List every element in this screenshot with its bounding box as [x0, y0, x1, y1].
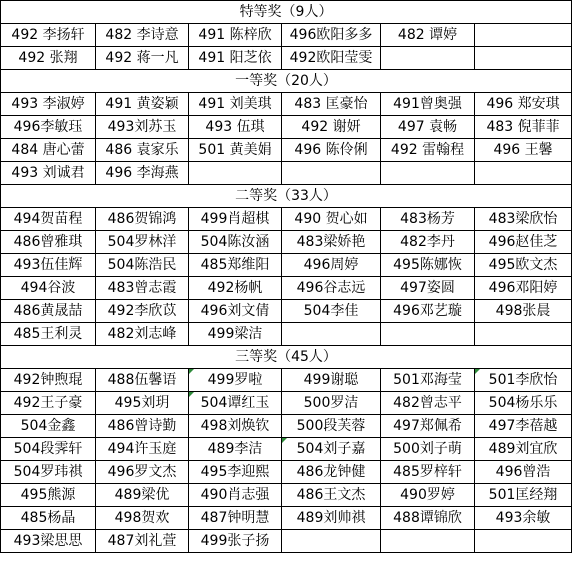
winner-name: 486贺锦鸿 — [107, 211, 177, 227]
winner-name: 504杨乐乐 — [488, 395, 558, 411]
winner-name: 496 郑安琪 — [486, 96, 560, 112]
winner-name: 483 匡豪怡 — [294, 96, 368, 112]
winner-name: 504金鑫 — [20, 418, 76, 434]
winner-cell — [96, 392, 189, 415]
winner-name: 495李迎熙 — [200, 464, 270, 480]
winner-cell — [1, 392, 96, 415]
winner-cell — [189, 323, 282, 346]
winner-name: 500段芙蓉 — [296, 418, 366, 434]
winner-cell — [475, 484, 572, 507]
section-header-row — [1, 70, 572, 93]
winner-cell — [475, 392, 572, 415]
winner-cell — [282, 392, 381, 415]
winner-cell — [381, 392, 475, 415]
table-row — [1, 507, 572, 530]
winner-cell — [96, 369, 189, 392]
winner-cell — [381, 139, 475, 162]
winner-cell — [282, 231, 381, 254]
table-row — [1, 438, 572, 461]
winner-name: 496周婷 — [303, 257, 359, 273]
table-row — [1, 323, 572, 346]
section-header-row — [1, 185, 572, 208]
winner-cell — [96, 461, 189, 484]
empty-cell — [475, 162, 572, 185]
winner-name: 501 黄美娟 — [198, 142, 272, 158]
winner-cell — [189, 530, 282, 553]
winner-name: 494许玉庭 — [107, 441, 177, 457]
winner-cell — [96, 231, 189, 254]
winner-cell — [475, 277, 572, 300]
empty-cell — [381, 323, 475, 346]
winner-name: 499梁洁 — [207, 326, 263, 342]
winner-cell — [1, 24, 96, 47]
winner-cell — [475, 438, 572, 461]
winner-cell — [475, 231, 572, 254]
winner-name: 499谢聪 — [303, 372, 359, 388]
winner-cell — [282, 438, 381, 461]
winner-name: 499张子扬 — [200, 533, 270, 549]
winner-name: 491 黄姿颖 — [105, 96, 179, 112]
winner-name: 496邓艺璇 — [393, 303, 462, 319]
winner-name: 492王子豪 — [13, 395, 83, 411]
winner-name: 492 张翔 — [18, 50, 78, 66]
winner-cell — [475, 461, 572, 484]
winner-name: 500罗洁 — [303, 395, 359, 411]
winner-cell — [189, 507, 282, 530]
winner-cell — [189, 116, 282, 139]
winner-name: 497郑佩希 — [393, 418, 462, 434]
winner-name: 491 刘美琪 — [198, 96, 272, 112]
winner-name: 482 谭婷 — [397, 27, 458, 43]
winner-cell — [189, 93, 282, 116]
winner-cell — [189, 369, 282, 392]
winner-cell — [475, 369, 572, 392]
winner-cell — [96, 254, 189, 277]
winner-name: 493梁思思 — [13, 533, 83, 549]
winner-name: 495熊源 — [20, 487, 76, 503]
winner-cell — [1, 461, 96, 484]
winner-name: 490罗婷 — [400, 487, 455, 503]
table-row — [1, 369, 572, 392]
empty-cell — [189, 162, 282, 185]
winner-name: 488谭锦欣 — [393, 510, 462, 526]
winner-cell — [282, 116, 381, 139]
winner-name: 491 阳芝依 — [198, 50, 272, 66]
winner-cell — [1, 47, 96, 70]
winner-cell — [282, 507, 381, 530]
winner-name: 482 李诗意 — [105, 27, 179, 43]
winner-cell — [96, 24, 189, 47]
winner-cell — [1, 254, 96, 277]
winner-cell — [381, 461, 475, 484]
winner-cell — [381, 438, 475, 461]
winner-name: 497姿圆 — [400, 280, 455, 296]
winner-name: 485郑维阳 — [200, 257, 270, 273]
winner-cell — [381, 369, 475, 392]
cell-corner-marker-icon — [475, 369, 480, 374]
empty-cell — [381, 162, 475, 185]
winner-cell — [96, 415, 189, 438]
winner-cell — [96, 93, 189, 116]
winner-name: 504陈浩民 — [107, 257, 177, 273]
winner-name: 496 王馨 — [493, 142, 553, 158]
table-row — [1, 415, 572, 438]
winner-name: 496欧阳多多 — [289, 27, 373, 43]
winner-name: 486曾诗勤 — [107, 418, 177, 434]
winner-name: 504陈汝涵 — [200, 234, 270, 250]
winner-cell — [475, 208, 572, 231]
winner-cell — [189, 484, 282, 507]
winner-cell — [475, 116, 572, 139]
winner-cell — [189, 231, 282, 254]
table-row — [1, 530, 572, 553]
winner-cell — [381, 231, 475, 254]
winner-name: 496赵佳芝 — [488, 234, 558, 250]
winner-name: 495陈娜恢 — [393, 257, 462, 273]
winner-name: 494贺苗程 — [13, 211, 83, 227]
table-row — [1, 277, 572, 300]
table-row — [1, 300, 572, 323]
winner-cell — [475, 415, 572, 438]
winner-cell — [189, 24, 282, 47]
winner-cell — [1, 369, 96, 392]
empty-cell — [475, 47, 572, 70]
winner-name: 496李敏珏 — [13, 119, 83, 135]
winner-name: 482李丹 — [400, 234, 455, 250]
winner-cell — [189, 438, 282, 461]
winner-cell — [282, 47, 381, 70]
winner-name: 490 贺心如 — [294, 211, 368, 227]
winner-name: 497李蓓越 — [488, 418, 558, 434]
winner-name: 483梁娇艳 — [296, 234, 366, 250]
winner-name: 496邓阳婷 — [488, 280, 558, 296]
winner-name: 504罗玮祺 — [13, 464, 83, 480]
winner-name: 496刘文倩 — [200, 303, 270, 319]
winner-name: 493刘苏玉 — [107, 119, 177, 135]
winner-name: 487钟明慧 — [200, 510, 270, 526]
award-list-body — [1, 1, 572, 553]
winner-name: 493 李淑婷 — [11, 96, 85, 112]
winner-name: 489刘帅祺 — [296, 510, 366, 526]
winner-cell — [1, 530, 96, 553]
winner-cell — [381, 208, 475, 231]
winner-cell — [282, 254, 381, 277]
table-row — [1, 47, 572, 70]
winner-cell — [282, 277, 381, 300]
winner-cell — [475, 93, 572, 116]
winner-name: 500刘子萌 — [393, 441, 462, 457]
winner-cell — [189, 47, 282, 70]
winner-name: 497 袁畅 — [397, 119, 458, 135]
table-row — [1, 162, 572, 185]
section-title: 特等奖（9人） — [1, 1, 572, 24]
winner-name: 482刘志峰 — [107, 326, 177, 342]
table-row — [1, 231, 572, 254]
winner-name: 493 伍琪 — [205, 119, 265, 135]
winner-name: 493伍佳辉 — [13, 257, 83, 273]
empty-cell — [381, 47, 475, 70]
winner-name: 496罗文杰 — [107, 464, 177, 480]
winner-name: 498刘焕钦 — [200, 418, 270, 434]
winner-name: 483 倪菲菲 — [486, 119, 560, 135]
winner-name: 492 蒋一凡 — [105, 50, 179, 66]
winner-cell — [96, 438, 189, 461]
winner-cell — [1, 116, 96, 139]
winner-name: 483杨芳 — [400, 211, 455, 227]
table-row — [1, 93, 572, 116]
section-header-row — [1, 346, 572, 369]
winner-name: 501邓海莹 — [393, 372, 462, 388]
winner-cell — [1, 300, 96, 323]
cell-corner-marker-icon — [189, 369, 194, 374]
winner-name: 492 李扬轩 — [11, 27, 85, 43]
winner-name: 483梁欣怡 — [488, 211, 558, 227]
winner-name: 504段霁轩 — [13, 441, 83, 457]
winner-name: 496 陈伶俐 — [294, 142, 368, 158]
winner-cell — [282, 461, 381, 484]
winner-name: 490肖志强 — [200, 487, 270, 503]
winner-name: 486龙钟健 — [296, 464, 366, 480]
winner-cell — [282, 415, 381, 438]
winner-cell — [189, 415, 282, 438]
winner-cell — [1, 93, 96, 116]
winner-name: 491 陈梓欣 — [198, 27, 272, 43]
section-title: 二等奖（33人） — [1, 185, 572, 208]
section-title: 一等奖（20人） — [1, 70, 572, 93]
empty-cell — [282, 162, 381, 185]
empty-cell — [475, 24, 572, 47]
section-header-row — [1, 1, 572, 24]
winner-name: 491曾奥强 — [393, 96, 462, 112]
winner-cell — [189, 277, 282, 300]
table-row — [1, 392, 572, 415]
table-row — [1, 208, 572, 231]
winner-name: 489梁优 — [114, 487, 170, 503]
winner-cell — [381, 415, 475, 438]
winner-name: 504谭红玉 — [200, 395, 270, 411]
winner-cell — [381, 507, 475, 530]
winner-name: 492杨帆 — [207, 280, 263, 296]
winner-name: 485杨晶 — [20, 510, 76, 526]
winner-cell — [96, 323, 189, 346]
winner-cell — [381, 116, 475, 139]
winner-name: 498贺欢 — [114, 510, 170, 526]
winner-cell — [1, 277, 96, 300]
winner-cell — [96, 116, 189, 139]
winner-cell — [381, 93, 475, 116]
winner-cell — [475, 254, 572, 277]
winner-cell — [189, 461, 282, 484]
winner-cell — [475, 300, 572, 323]
cell-corner-marker-icon — [282, 438, 287, 443]
winner-cell — [381, 300, 475, 323]
winner-cell — [1, 438, 96, 461]
winner-cell — [381, 277, 475, 300]
winner-name: 496谷志远 — [296, 280, 366, 296]
winner-cell — [189, 392, 282, 415]
winner-cell — [96, 530, 189, 553]
winner-name: 492钟煦琨 — [13, 372, 83, 388]
table-row — [1, 116, 572, 139]
winner-cell — [381, 254, 475, 277]
winner-cell — [96, 277, 189, 300]
winner-name: 485罗梓轩 — [393, 464, 462, 480]
winner-cell — [96, 162, 189, 185]
table-row — [1, 254, 572, 277]
empty-cell — [381, 530, 475, 553]
table-row — [1, 24, 572, 47]
winner-name: 493余敏 — [495, 510, 551, 526]
winner-cell — [96, 47, 189, 70]
table-row — [1, 484, 572, 507]
winner-cell — [1, 415, 96, 438]
winner-name: 494谷波 — [20, 280, 76, 296]
winner-cell — [282, 139, 381, 162]
winner-cell — [381, 484, 475, 507]
winner-name: 489刘宜欣 — [488, 441, 558, 457]
winner-name: 482曾志平 — [393, 395, 462, 411]
winner-name: 499罗啦 — [207, 372, 263, 388]
winner-cell — [96, 484, 189, 507]
winner-name: 501匡经翔 — [488, 487, 558, 503]
winner-name: 486黄晟喆 — [13, 303, 83, 319]
winner-cell — [189, 139, 282, 162]
winner-name: 504刘子嘉 — [296, 441, 366, 457]
winner-cell — [1, 231, 96, 254]
winner-name: 498张晨 — [495, 303, 551, 319]
winner-cell — [282, 24, 381, 47]
winner-cell — [282, 369, 381, 392]
winner-name: 504李佳 — [303, 303, 359, 319]
winner-name: 492 谢妍 — [301, 119, 361, 135]
winner-cell — [96, 300, 189, 323]
winner-name: 495刘玥 — [114, 395, 170, 411]
winner-name: 493 刘诚君 — [11, 165, 85, 181]
winner-name: 483曾志霞 — [107, 280, 177, 296]
winner-cell — [282, 93, 381, 116]
winner-cell — [96, 139, 189, 162]
winner-name: 486王文杰 — [296, 487, 366, 503]
empty-cell — [475, 323, 572, 346]
winner-cell — [475, 507, 572, 530]
winner-cell — [282, 484, 381, 507]
winner-cell — [1, 507, 96, 530]
winner-name: 496 李海燕 — [105, 165, 179, 181]
empty-cell — [282, 323, 381, 346]
winner-cell — [381, 24, 475, 47]
winner-name: 484 唐心蕾 — [11, 142, 85, 158]
cell-corner-marker-icon — [189, 392, 194, 397]
winner-name: 486 袁家乐 — [105, 142, 179, 158]
empty-cell — [282, 530, 381, 553]
winner-cell — [96, 208, 189, 231]
winner-cell — [1, 323, 96, 346]
winner-cell — [189, 300, 282, 323]
winner-cell — [189, 254, 282, 277]
winner-name: 501李欣怡 — [488, 372, 558, 388]
winner-name: 485王利灵 — [13, 326, 83, 342]
section-title: 三等奖（45人） — [1, 346, 572, 369]
winner-name: 487刘礼萱 — [107, 533, 177, 549]
winner-cell — [282, 300, 381, 323]
winner-cell — [1, 162, 96, 185]
winner-cell — [1, 208, 96, 231]
winner-cell — [189, 208, 282, 231]
winner-cell — [282, 208, 381, 231]
winner-name: 488伍馨语 — [107, 372, 177, 388]
winner-name: 492李欣苡 — [107, 303, 177, 319]
winner-cell — [1, 139, 96, 162]
winner-name: 499肖超棋 — [200, 211, 270, 227]
winner-name: 492 雷翰程 — [390, 142, 465, 158]
winner-name: 486曾雅琪 — [13, 234, 83, 250]
winner-cell — [475, 139, 572, 162]
empty-cell — [475, 530, 572, 553]
winner-name: 492欧阳莹雯 — [289, 50, 373, 66]
winner-name: 504罗林洋 — [107, 234, 177, 250]
winner-name: 489李洁 — [207, 441, 263, 457]
table-row — [1, 139, 572, 162]
winner-cell — [1, 484, 96, 507]
winner-cell — [96, 507, 189, 530]
winner-name: 495欧文杰 — [488, 257, 558, 273]
table-row — [1, 461, 572, 484]
winner-name: 496曾浩 — [495, 464, 551, 480]
